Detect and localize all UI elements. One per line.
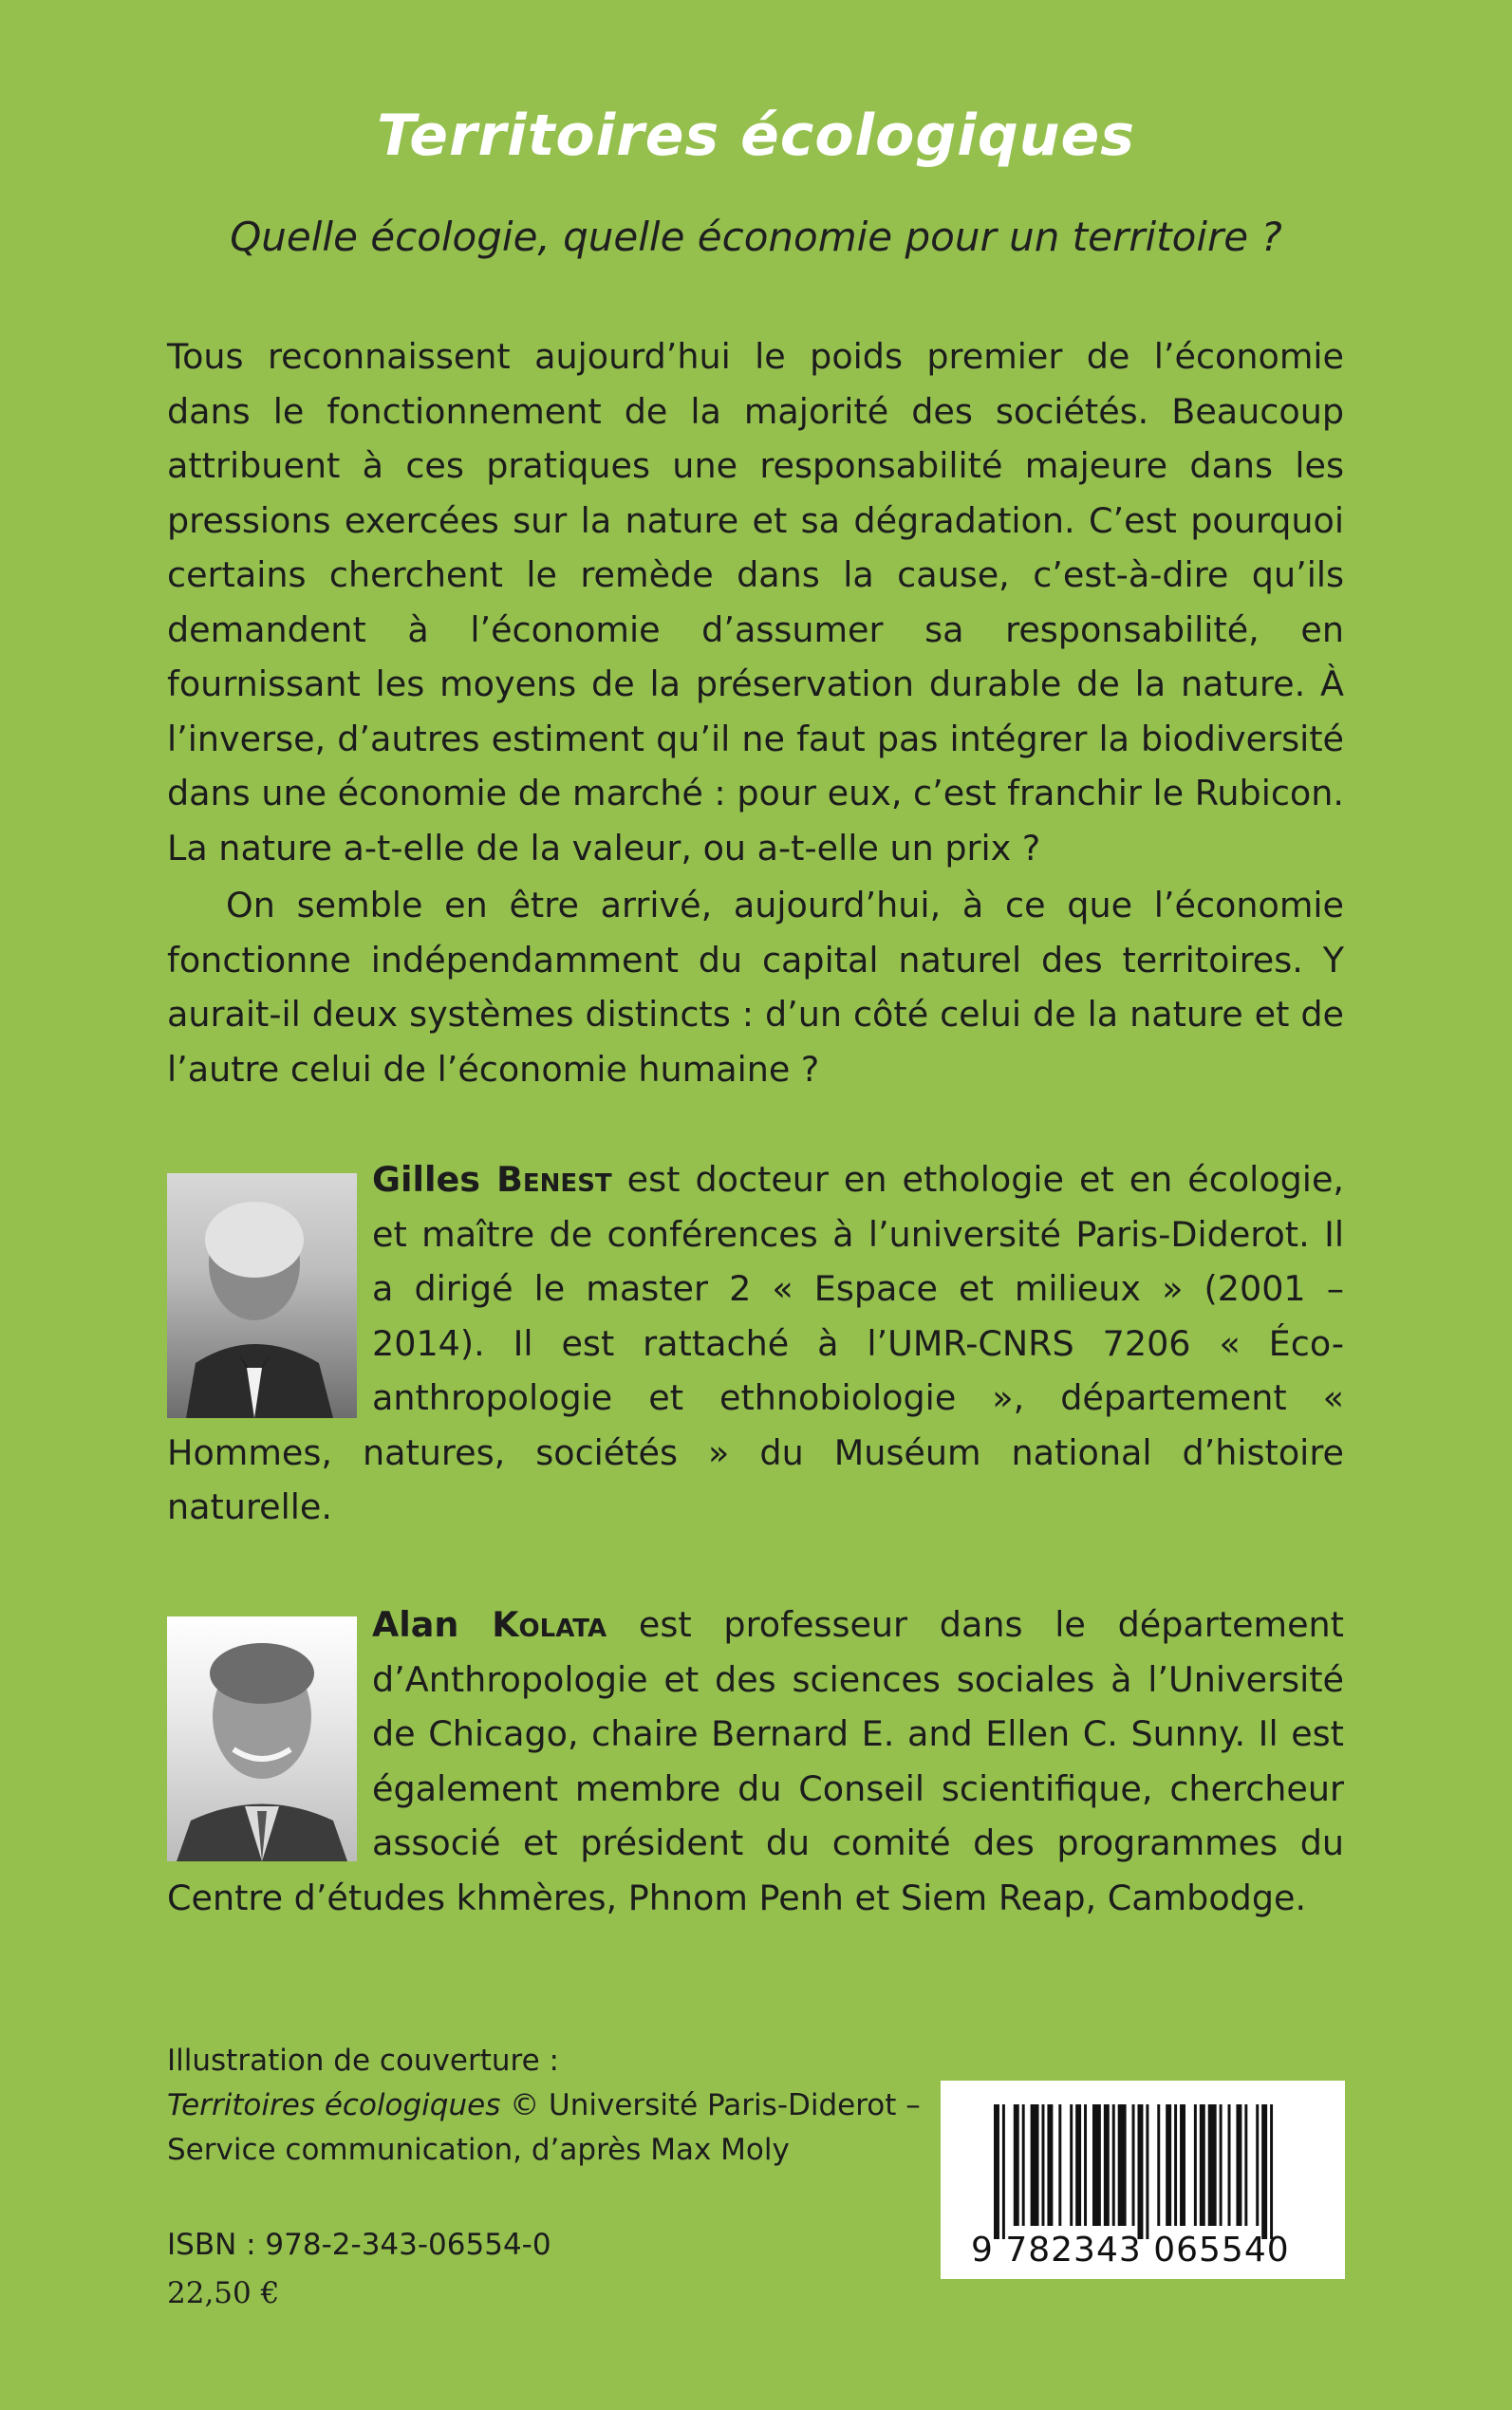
barcode-bar: [1104, 2104, 1110, 2226]
barcode-bar: [1146, 2104, 1148, 2239]
barcode-bar: [1174, 2104, 1177, 2226]
credit-line-1: [167, 2083, 945, 2128]
barcode-bar: [1118, 2104, 1127, 2226]
price: 22,50 €: [167, 2276, 280, 2310]
author-last-name: Benest: [496, 1159, 612, 1200]
barcode-bar: [1031, 2104, 1039, 2226]
barcode-bar: [1270, 2104, 1273, 2239]
barcode-bar: [1058, 2104, 1061, 2226]
barcode-bar: [1180, 2104, 1185, 2226]
photo-spacer: [167, 1152, 372, 1401]
barcode-bar: [1244, 2104, 1247, 2226]
photo-spacer: [167, 1597, 372, 1846]
author-bio-alan-kolata: [167, 1597, 1344, 1925]
barcode-digits: 9 782343 065540: [971, 2231, 1290, 2270]
description-paragraph-1: Tous reconnaissent aujourd’hui le poids premier de l’économie dans le fonctionnement de la majorité des sociétés. Beaucoup attribuent à ces pratiques une responsabilité majeure dans les pressions exercées sur la nature et sa dégradation. C’est pourquoi certains cherchent le remède dans la cause, c’est-à-dire qu’ils demandent à l’économie d’assumer sa responsabilité, en fournissant les moyens de la préservation durable de la nature. À l’inverse, d’autres estiment qu’il ne faut pas intégrer la biodiversité dans une économie de marché : pour eux, c’est franchir le Rubicon. La nature a-t-elle de la valeur, ou a-t-elle un prix ?: [167, 336, 1344, 869]
author-first-name: Gilles: [372, 1159, 480, 1200]
book-subtitle: Quelle écologie, quelle économie pour un territoire ?: [230, 214, 1282, 260]
barcode-bar: [1256, 2104, 1259, 2226]
barcode-bar: [1041, 2104, 1044, 2226]
credit-label: Illustration de couverture :: [167, 2044, 559, 2078]
author-last-name: Kolata: [492, 1604, 607, 1645]
barcode-bar: [1137, 2104, 1143, 2239]
barcode-bar: [1075, 2104, 1081, 2226]
barcode-bar: [1132, 2104, 1135, 2226]
description-paragraph-2: On semble en être arrivé, aujourd’hui, à ce que l’économie fonctionne indépendamment du capital naturel des territoires. Y aurait-il deux systèmes distincts : d’un côté celui de la nature et de l’autre celui de l’économie humaine ?: [167, 885, 1344, 1090]
barcode-bar: [1220, 2104, 1223, 2226]
author-name: [372, 1159, 612, 1200]
barcode-bars-icon: [994, 2104, 1279, 2239]
barcode-bar: [1070, 2104, 1073, 2226]
barcode-bar: [1236, 2104, 1241, 2226]
barcode-bar: [1200, 2104, 1205, 2226]
author-bio-text: est professeur dans le département d’Anthropologie et des sciences sociales à l’Université de Chicago, chaire Bernard E. and Ellen C. Sunny. Il est également membre du Conseil scientifique, chercheur associé et président du comité des programmes du Centre d’études khmères, Phnom Penh et Siem Reap, Cambodge.: [167, 1604, 1344, 1918]
author-name: [372, 1604, 607, 1645]
author-bio-text: est docteur en ethologie et en écologie, et maître de conférences à l’université Paris-Diderot. Il a dirigé le master 2 « Espace et milieux » (2001 – 2014). Il est rattaché à l’UMR-CNRS 7206 « Éco-anthropologie et ethnobiologie », département « Hommes, natures, sociétés » du Muséum national d’histoire naturelle.: [167, 1159, 1344, 1527]
barcode-bar: [1014, 2104, 1019, 2226]
barcode-bar: [994, 2104, 999, 2239]
barcode-bar: [1194, 2104, 1197, 2226]
barcode-bar: [1022, 2104, 1025, 2226]
credit-work-title: Territoires écologiques: [167, 2088, 501, 2122]
barcode-bar: [1157, 2104, 1160, 2226]
credit-line-2: Service communication, d’après Max Moly: [167, 2133, 790, 2167]
barcode-bar: [1208, 2104, 1217, 2226]
credit-copyright: © Université Paris-Diderot –: [500, 2088, 921, 2122]
barcode-bar: [1047, 2104, 1053, 2226]
barcode-bar: [1112, 2104, 1115, 2226]
barcode-bar: [1261, 2104, 1267, 2239]
author-first-name: Alan: [372, 1604, 459, 1645]
barcode-bar: [1166, 2104, 1171, 2226]
author-bio-gilles-benest: [167, 1152, 1344, 1535]
cover-illustration-credit: [167, 2039, 945, 2173]
barcode-bar: [1084, 2104, 1087, 2226]
barcode: [941, 2081, 1345, 2279]
barcode-bar: [1228, 2104, 1231, 2226]
isbn: ISBN : 978-2-343-06554-0: [167, 2228, 551, 2262]
barcode-bar: [1092, 2104, 1101, 2226]
barcode-bar: [1002, 2104, 1005, 2239]
book-title: Territoires écologiques: [377, 103, 1135, 169]
